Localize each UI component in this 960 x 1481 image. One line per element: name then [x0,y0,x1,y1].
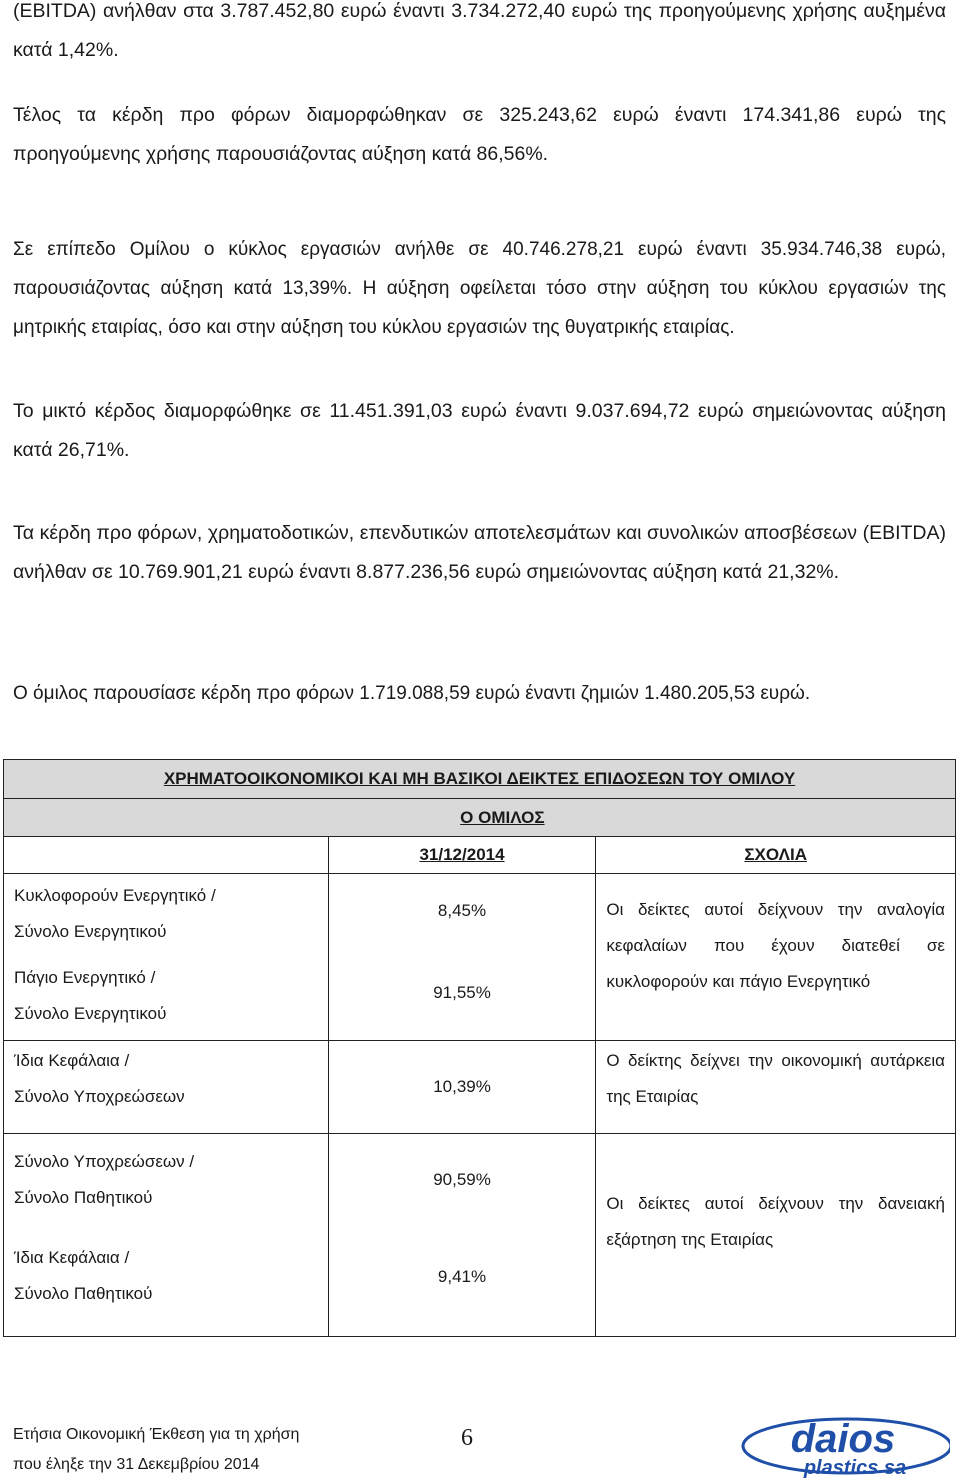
table-row [4,1041,956,1134]
table-cell-labels [4,1041,329,1134]
table-cell-labels [4,1134,329,1337]
table-title: ΧΡΗΜΑΤΟΟΙΚΟΝΟΜΙΚΟΙ ΚΑΙ ΜΗ ΒΑΣΙΚΟΙ ΔΕΙΚΤΕΣ ΕΠΙΔΟΣΕΩΝ ΤΟΥ ΟΜΙΛΟΥ [163,769,796,788]
table-cell-values [328,1134,596,1337]
row-label: Σύνολο Παθητικού [14,1284,153,1303]
table-cell-note [596,1041,956,1134]
footer-report-title: Ετήσια Οικονομική Έκθεση για τη χρήση [13,1426,300,1443]
row-note: Οι δείκτες αυτοί δείχνουν την αναλογία κεφαλαίων που έχουν διατεθεί σε κυκλοφορούν και πάγιο Ενεργητικό [606,900,945,991]
row-value: 91,55% [433,983,491,1002]
row-value: 8,45% [437,901,487,920]
row-note: Οι δείκτες αυτοί δείχνουν την δανειακή εξάρτηση της Εταιρίας [606,1194,945,1249]
row-value: 90,59% [433,1170,491,1189]
paragraph-gross-profit: Το μικτό κέρδος διαμορφώθηκε σε 11.451.391,03 ευρώ έναντι 9.037.694,72 ευρώ σημειώνοντας αύξηση κατά 26,71%. [13,400,946,461]
row-label: Σύνολο Παθητικού [14,1188,153,1207]
row-label: Σύνολο Υποχρεώσεων / [14,1152,195,1171]
row-label: Κυκλοφορούν Ενεργητικό / [14,886,216,905]
row-label: Πάγιο Ενεργητικό / [14,968,156,987]
table-row [4,1134,956,1337]
row-label: Σύνολο Ενεργητικού [14,922,167,941]
table-title-row [4,760,956,799]
indicators-table [3,759,956,1337]
table-cell-labels [4,874,329,1041]
column-header-date: 31/12/2014 [328,837,596,874]
row-value: 9,41% [437,1267,487,1286]
table-group-row [4,799,956,837]
page-number: 6 [461,1425,473,1451]
table-row [4,874,956,1041]
paragraph-group-ebitda: Τα κέρδη προ φόρων, χρηματοδοτικών, επενδυτικών αποτελεσμάτων και συνολικών αποσβέσεων (EBITDA) ανήλθαν σε 10.769.901,21 ευρώ έναντι 8.877.236,56 ευρώ σημειώνοντας αύξηση κατά 21,32%. [13,522,946,583]
company-logo [735,1416,950,1478]
paragraph-ebitda-company: (EBITDA) ανήλθαν στα 3.787.452,80 ευρώ έναντι 3.734.272,40 ευρώ της προηγούμενης χρήσης αυξημένα κατά 1,42%. [13,0,946,61]
row-label: Σύνολο Ενεργητικού [14,1004,167,1023]
row-label: Σύνολο Υποχρεώσεων [14,1087,185,1106]
row-label: Ίδια Κεφάλαια / [14,1051,130,1070]
table-cell-values [328,874,596,1041]
row-label: Ίδια Κεφάλαια / [14,1248,130,1267]
paragraph-group-turnover: Σε επίπεδο Ομίλου ο κύκλος εργασιών ανήλθε σε 40.746.278,21 ευρώ έναντι 35.934.746,38 ευρώ, παρουσιάζοντας αύξηση κατά 13,39%. Η αύξηση οφείλεται τόσο στην αύξηση του κύκλου εργασιών της μητρικής εταιρίας, όσο και στην αύξηση του κύκλου εργασιών της θυγατρικής εταιρίας. [13,239,946,338]
column-header-notes: ΣΧΟΛΙΑ [596,837,956,874]
table-group-header: Ο ΟΜΙΛΟΣ [328,799,955,837]
footer-report-period: που έληξε την 31 Δεκεμβρίου 2014 [13,1456,260,1473]
logo-subtitle: plastics sa [803,1457,907,1478]
logo-wordmark: daios [790,1417,896,1461]
row-note: Ο δείκτης δείχνει την οικονομική αυτάρκεια της Εταιρίας [606,1051,945,1106]
table-title-cell [4,760,956,799]
table-cell-note [596,874,956,1041]
row-value: 10,39% [328,1041,596,1134]
paragraph-pretax-company: Τέλος τα κέρδη προ φόρων διαμορφώθηκαν σε 325.243,62 ευρώ έναντι 174.341,86 ευρώ της προηγούμενης χρήσης παρουσιάζοντας αύξηση κατά 86,56%. [13,104,946,165]
table-column-header-row [4,837,956,874]
paragraph-group-pretax: Ο όμιλος παρουσίασε κέρδη προ φόρων 1.719.088,59 ευρώ έναντι ζημιών 1.480.205,53 ευρώ. [13,683,811,704]
table-cell-note [596,1134,956,1337]
